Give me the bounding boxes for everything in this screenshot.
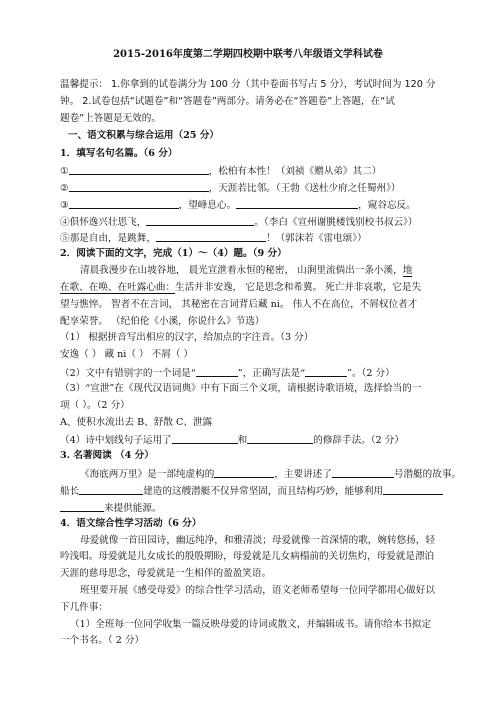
q3-line-3 xyxy=(60,502,162,514)
q4-para-line-7: 一个书名。（ 2 分） xyxy=(60,635,145,646)
q2-passage-line-2 xyxy=(60,283,421,293)
q1-item-1-text: ，松柏有本性！（刘祯《赠从弟》其二） xyxy=(208,166,382,177)
answer-blank[interactable] xyxy=(196,367,238,377)
q2-sub-2-text-b: ”，正确写法是“ xyxy=(237,368,306,379)
q3-text-b: ，主要讲述了 xyxy=(274,469,332,480)
q1-item-4 xyxy=(60,216,417,228)
notice-text-1: 1.你拿到的试卷满分为 100 分（其中卷面书写占 5 分），考试时间为 120 分 xyxy=(111,79,436,90)
q1-item-1: ① ，松柏有本性！（刘祯《赠从弟》其二） xyxy=(60,166,382,177)
answer-blank[interactable] xyxy=(383,485,443,495)
q1-item-3-text-b: ，窥谷忘反。 xyxy=(358,200,416,211)
answer-blank[interactable] xyxy=(236,199,358,209)
q2-sub-4-text-c: 的修辞手法。（2 分） xyxy=(313,435,404,446)
q2-sub-3-options: A、使积水流出去 B、舒散 C、泄露 xyxy=(60,417,213,428)
answer-blank[interactable] xyxy=(69,165,209,175)
q1-heading: 1．填写名句名篇。（6 分） xyxy=(60,148,178,159)
q3-text-f: 来提供能源。 xyxy=(104,503,162,514)
q3-heading: 3. 名著阅读 （4 分） xyxy=(60,450,154,461)
q3-line-2 xyxy=(60,485,443,497)
underlined-text: 地 xyxy=(402,265,413,276)
q3-text-a: 《海底两万里》是一部纯虚构的 xyxy=(80,469,215,480)
q1-item-4-text-a: ④俱怀逸兴壮思飞， xyxy=(60,217,147,228)
q2-sub-2-text-a: （2）文中有错别字的一个词是“ xyxy=(60,368,196,379)
q4-para-line-3: 天涯的慈母思念，母爱就是一生相伴的盈盈笑语。 xyxy=(60,568,272,579)
q1-item-3-text-a: ，望峰息心。 xyxy=(178,200,237,211)
q3-text-c: 号潜艇的故事。 xyxy=(393,469,462,480)
answer-blank[interactable] xyxy=(172,434,238,444)
q4-para-line-5: 下几件事： xyxy=(60,602,108,613)
q2-passage-text: 生活并非安逸， 它是思念和希冀。 死亡并非哀歌，它是失 xyxy=(175,282,422,293)
q4-para-line-1: 母爱就像一首田园诗，幽远纯净，和雅清淡；母爱就像一首深情的歌，婉转悠扬，轻 xyxy=(80,535,435,546)
answer-blank[interactable] xyxy=(69,182,209,192)
q2-passage-line-4: 配享荣誉。 （纪伯伦《小溪，你说什么》节选） xyxy=(60,316,265,327)
q2-sub-4 xyxy=(60,434,404,446)
notice-line-3: 题卷”上答题是无效的。 xyxy=(60,113,161,124)
q2-sub-2 xyxy=(60,367,395,379)
answer-blank[interactable] xyxy=(79,485,143,495)
notice-line-1 xyxy=(60,80,435,90)
q2-sub-4-text-a: （4）诗中划线句子运用了 xyxy=(60,435,172,446)
q2-sub-3: （3）“宣泄”在《现代汉语词典》中有下面三个义项，请根据诗歌语境，选择恰当的一 xyxy=(60,383,422,394)
q2-sub-2-text-c: ”。（2 分） xyxy=(347,368,395,379)
exam-title: 2015-2016年度第二学期四校期中联考八年级语文学科试卷 xyxy=(113,49,383,60)
answer-blank[interactable] xyxy=(156,232,266,242)
answer-blank[interactable] xyxy=(247,434,313,444)
q1-item-2-text: ，天涯若比邻。（王勃《送杜少府之任蜀州》） xyxy=(208,183,401,194)
notice-label: 温馨提示： xyxy=(60,79,108,90)
answer-blank[interactable] xyxy=(60,502,104,512)
q2-sub-1: （1） 根据拼音写出相应的汉字，给加点的字注音。（3 分） xyxy=(60,332,314,343)
answer-blank[interactable] xyxy=(69,199,179,209)
q2-passage-line-1 xyxy=(80,266,412,276)
q2-passage-text: 清晨我漫步在山坡谷地， 晨光宣泄着永恒的秘密， 山涧里流倘出一条小溪， xyxy=(80,265,403,276)
q3-line-1 xyxy=(80,468,461,480)
q1-item-5 xyxy=(60,232,367,244)
q2-sub-3-cont: 项（ ）。（2 分） xyxy=(60,400,130,411)
answer-blank[interactable] xyxy=(146,216,254,226)
q2-passage-line-3: 望与憔悴。 智者不在言词， 其秘密在言词背后藏 ni。 伟人不在高位，不屑权位者才 xyxy=(60,299,418,310)
answer-blank[interactable] xyxy=(305,367,347,377)
answer-blank[interactable] xyxy=(214,468,274,478)
q4-para-line-6: （1）全班每一位同学收集一篇反映母爱的诗词或散文，并编辑成书。请你给本书拟定 xyxy=(70,619,432,630)
q3-text-e: 建造的这艘潜艇不仅异常坚固，而且结构巧妙，能够利用 xyxy=(143,486,384,497)
q2-sub-4-text-b: 和 xyxy=(237,435,248,446)
q1-item-3: ③ ，望峰息心。 ，窥谷忘反。 xyxy=(60,200,416,211)
q2-sub-1-items: 安逸（ ） 藏 ni（ ） 不屑（ ） xyxy=(60,349,194,360)
q1-item-5-text-b: ！（郭沫若《雷电颂》） xyxy=(265,233,367,244)
q1-item-5-text-a: ⑤那是自由，是跳舞， xyxy=(60,233,156,244)
underlined-text: 在歌、在唤、在吐露心曲： xyxy=(60,282,176,293)
q2-heading: 2．阅读下面的文字，完成（1）～（4）题。（9 分） xyxy=(60,248,287,259)
q4-heading: 4．语文综合性学习活动（6 分） xyxy=(60,518,202,529)
q4-para-line-2: 吟浅唱。母爱就是儿女成长的殷殷期盼，母爱就是儿女病榻前的关切焦灼，母爱就是漂泊 xyxy=(60,551,435,562)
answer-blank[interactable] xyxy=(332,468,394,478)
q3-text-d: 船长 xyxy=(60,486,80,497)
notice-line-2: 钟。 2.试卷包括“试题卷”和“答题卷”两部分。请务必在“答题卷”上答题，在“试 xyxy=(60,96,395,107)
q1-item-2: ② ，天涯若比邻。（王勃《送杜少府之任蜀州》） xyxy=(60,183,401,194)
q4-para-line-4: 班里要开展《感受母爱》的综合性学习活动，语文老师希望每一位同学都用心做好以 xyxy=(80,585,435,596)
q1-item-4-text-b: 。（李白《宣州谢朓楼饯别校书叔云》） xyxy=(254,217,418,228)
section-1-heading: 一、语文积累与综合运用（25 分） xyxy=(68,130,220,141)
